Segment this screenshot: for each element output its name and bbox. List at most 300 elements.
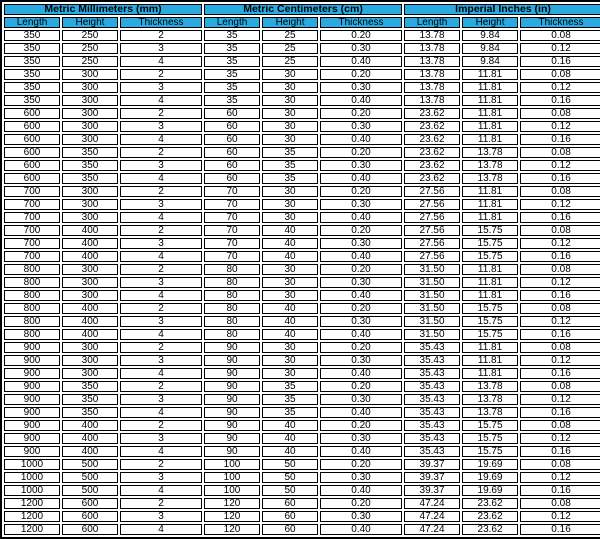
table-cell: 900 <box>4 420 60 431</box>
table-cell: 900 <box>4 394 60 405</box>
table-cell: 0.16 <box>520 56 600 67</box>
table-cell: 30 <box>262 355 318 366</box>
table-cell: 40 <box>262 251 318 262</box>
table-cell: 0.40 <box>320 524 402 535</box>
table-cell: 0.16 <box>520 368 600 379</box>
table-cell: 0.08 <box>520 108 600 119</box>
table-cell: 700 <box>4 212 60 223</box>
table-cell: 11.81 <box>462 69 518 80</box>
table-cell: 4 <box>120 290 202 301</box>
table-cell: 25 <box>262 43 318 54</box>
table-cell: 0.16 <box>520 329 600 340</box>
table-cell: 0.16 <box>520 173 600 184</box>
table-cell: 120 <box>204 511 260 522</box>
table-cell: 31.50 <box>404 290 460 301</box>
table-cell: 35.43 <box>404 381 460 392</box>
table-cell: 2 <box>120 30 202 41</box>
table-cell: 50 <box>262 459 318 470</box>
table-cell: 2 <box>120 186 202 197</box>
table-cell: 47.24 <box>404 524 460 535</box>
table-cell: 3 <box>120 433 202 444</box>
table-cell: 70 <box>204 238 260 249</box>
table-row <box>4 355 600 366</box>
table-cell: 0.20 <box>320 69 402 80</box>
table-cell: 23.62 <box>404 134 460 145</box>
table-row <box>4 316 600 327</box>
table-cell: 30 <box>262 199 318 210</box>
table-cell: 700 <box>4 225 60 236</box>
table-cell: 250 <box>62 56 118 67</box>
table-cell: 800 <box>4 277 60 288</box>
table-cell: 500 <box>62 472 118 483</box>
table-header <box>4 4 600 28</box>
table-cell: 700 <box>4 238 60 249</box>
table-cell: 70 <box>204 225 260 236</box>
table-cell: 300 <box>62 95 118 106</box>
table-cell: 35 <box>262 394 318 405</box>
table-cell: 35 <box>204 82 260 93</box>
table-cell: 0.20 <box>320 459 402 470</box>
table-cell: 0.08 <box>520 342 600 353</box>
table-cell: 23.62 <box>404 121 460 132</box>
table-cell: 3 <box>120 472 202 483</box>
table-cell: 350 <box>62 394 118 405</box>
table-cell: 500 <box>62 485 118 496</box>
table-row <box>4 30 600 41</box>
table-cell: 90 <box>204 446 260 457</box>
table-cell: 13.78 <box>404 95 460 106</box>
table-cell: 1000 <box>4 485 60 496</box>
table-cell: 3 <box>120 160 202 171</box>
table-cell: 0.40 <box>320 212 402 223</box>
col-header-cm-height: Height <box>262 17 318 28</box>
col-header-in-thickness: Thickness <box>520 17 600 28</box>
table-cell: 700 <box>4 186 60 197</box>
table-cell: 0.16 <box>520 251 600 262</box>
table-row <box>4 121 600 132</box>
table-cell: 0.20 <box>320 225 402 236</box>
table-cell: 0.40 <box>320 290 402 301</box>
table-cell: 0.30 <box>320 121 402 132</box>
table-cell: 0.30 <box>320 316 402 327</box>
table-cell: 90 <box>204 407 260 418</box>
table-cell: 3 <box>120 355 202 366</box>
table-cell: 900 <box>4 355 60 366</box>
table-cell: 47.24 <box>404 498 460 509</box>
group-header-row <box>4 4 600 15</box>
table-cell: 39.37 <box>404 485 460 496</box>
table-body <box>4 30 600 535</box>
table-cell: 0.20 <box>320 108 402 119</box>
table-cell: 30 <box>262 290 318 301</box>
table-row <box>4 199 600 210</box>
table-cell: 15.75 <box>462 420 518 431</box>
table-cell: 0.08 <box>520 498 600 509</box>
table-cell: 35.43 <box>404 420 460 431</box>
table-cell: 0.40 <box>320 329 402 340</box>
table-cell: 11.81 <box>462 368 518 379</box>
table-cell: 27.56 <box>404 251 460 262</box>
table-cell: 0.40 <box>320 485 402 496</box>
table-row <box>4 368 600 379</box>
table-cell: 19.69 <box>462 485 518 496</box>
table-cell: 15.75 <box>462 316 518 327</box>
table-cell: 9.84 <box>462 43 518 54</box>
table-cell: 0.20 <box>320 30 402 41</box>
table-cell: 400 <box>62 238 118 249</box>
table-cell: 70 <box>204 199 260 210</box>
table-cell: 120 <box>204 498 260 509</box>
table-cell: 0.16 <box>520 212 600 223</box>
table-cell: 11.81 <box>462 277 518 288</box>
table-cell: 50 <box>262 485 318 496</box>
table-cell: 19.69 <box>462 459 518 470</box>
table-cell: 0.30 <box>320 43 402 54</box>
table-cell: 11.81 <box>462 121 518 132</box>
col-header-cm-thickness: Thickness <box>320 17 402 28</box>
col-header-mm-height: Height <box>62 17 118 28</box>
table-row <box>4 394 600 405</box>
table-cell: 0.12 <box>520 82 600 93</box>
table-cell: 0.12 <box>520 472 600 483</box>
table-cell: 100 <box>204 459 260 470</box>
table-cell: 3 <box>120 277 202 288</box>
table-cell: 2 <box>120 147 202 158</box>
table-cell: 40 <box>262 433 318 444</box>
table-cell: 15.75 <box>462 446 518 457</box>
table-cell: 0.12 <box>520 316 600 327</box>
table-row <box>4 524 600 535</box>
table-cell: 30 <box>262 69 318 80</box>
table-cell: 1000 <box>4 459 60 470</box>
table-cell: 0.16 <box>520 485 600 496</box>
table-cell: 600 <box>62 498 118 509</box>
table-cell: 900 <box>4 446 60 457</box>
table-row <box>4 108 600 119</box>
table-cell: 300 <box>62 277 118 288</box>
table-row <box>4 147 600 158</box>
group-header-metric-mm: Metric Millimeters (mm) <box>4 4 202 15</box>
table-cell: 300 <box>62 186 118 197</box>
table-row <box>4 212 600 223</box>
table-cell: 1200 <box>4 511 60 522</box>
table-cell: 900 <box>4 381 60 392</box>
table-cell: 1200 <box>4 498 60 509</box>
table-cell: 0.40 <box>320 407 402 418</box>
table-cell: 0.08 <box>520 303 600 314</box>
table-cell: 400 <box>62 329 118 340</box>
table-cell: 400 <box>62 446 118 457</box>
table-cell: 3 <box>120 316 202 327</box>
table-row <box>4 95 600 106</box>
table-cell: 3 <box>120 238 202 249</box>
table-cell: 2 <box>120 264 202 275</box>
table-cell: 35 <box>204 30 260 41</box>
table-row <box>4 485 600 496</box>
table-cell: 90 <box>204 394 260 405</box>
table-row <box>4 511 600 522</box>
table-cell: 0.30 <box>320 199 402 210</box>
table-cell: 0.08 <box>520 459 600 470</box>
table-cell: 350 <box>4 82 60 93</box>
table-row <box>4 342 600 353</box>
table-cell: 2 <box>120 498 202 509</box>
table-cell: 15.75 <box>462 329 518 340</box>
table-cell: 31.50 <box>404 277 460 288</box>
table-cell: 30 <box>262 368 318 379</box>
group-header-metric-cm: Metric Centimeters (cm) <box>204 4 402 15</box>
table-cell: 0.30 <box>320 160 402 171</box>
table-cell: 13.78 <box>462 394 518 405</box>
table-cell: 2 <box>120 69 202 80</box>
table-cell: 25 <box>262 30 318 41</box>
table-cell: 13.78 <box>404 56 460 67</box>
table-cell: 13.78 <box>404 69 460 80</box>
table-row <box>4 238 600 249</box>
table-cell: 13.78 <box>404 30 460 41</box>
table-cell: 60 <box>204 134 260 145</box>
table-cell: 35 <box>204 56 260 67</box>
table-row <box>4 43 600 54</box>
table-cell: 9.84 <box>462 56 518 67</box>
table-cell: 35.43 <box>404 433 460 444</box>
table-cell: 400 <box>62 303 118 314</box>
table-cell: 90 <box>204 420 260 431</box>
table-cell: 39.37 <box>404 472 460 483</box>
table-cell: 500 <box>62 459 118 470</box>
table-cell: 0.12 <box>520 238 600 249</box>
table-cell: 15.75 <box>462 238 518 249</box>
table-cell: 9.84 <box>462 30 518 41</box>
table-cell: 2 <box>120 108 202 119</box>
table-cell: 60 <box>262 498 318 509</box>
table-cell: 300 <box>62 368 118 379</box>
table-cell: 40 <box>262 420 318 431</box>
table-cell: 35 <box>262 147 318 158</box>
table-row <box>4 251 600 262</box>
table-cell: 0.30 <box>320 238 402 249</box>
table-cell: 23.62 <box>404 173 460 184</box>
table-cell: 3 <box>120 394 202 405</box>
table-cell: 0.30 <box>320 394 402 405</box>
table-cell: 600 <box>62 511 118 522</box>
table-cell: 0.08 <box>520 264 600 275</box>
table-cell: 0.30 <box>320 277 402 288</box>
table-cell: 800 <box>4 303 60 314</box>
table-cell: 70 <box>204 186 260 197</box>
table-cell: 4 <box>120 446 202 457</box>
table-cell: 40 <box>262 446 318 457</box>
table-cell: 30 <box>262 264 318 275</box>
table-cell: 350 <box>4 69 60 80</box>
table-cell: 0.30 <box>320 82 402 93</box>
table-cell: 50 <box>262 472 318 483</box>
table-cell: 60 <box>204 160 260 171</box>
table-row <box>4 459 600 470</box>
table-cell: 19.69 <box>462 472 518 483</box>
table-cell: 90 <box>204 381 260 392</box>
table-cell: 0.40 <box>320 56 402 67</box>
table-row <box>4 69 600 80</box>
table-cell: 30 <box>262 342 318 353</box>
table-cell: 2 <box>120 459 202 470</box>
table-cell: 0.20 <box>320 498 402 509</box>
table-row <box>4 303 600 314</box>
table-cell: 0.40 <box>320 173 402 184</box>
table-cell: 400 <box>62 251 118 262</box>
table-cell: 0.40 <box>320 251 402 262</box>
table-cell: 0.20 <box>320 147 402 158</box>
table-row <box>4 446 600 457</box>
table-cell: 0.16 <box>520 95 600 106</box>
table-cell: 60 <box>262 511 318 522</box>
table-cell: 23.62 <box>462 511 518 522</box>
table-row <box>4 134 600 145</box>
table-row <box>4 82 600 93</box>
table-cell: 800 <box>4 316 60 327</box>
table-cell: 2 <box>120 420 202 431</box>
table-cell: 300 <box>62 108 118 119</box>
table-cell: 4 <box>120 251 202 262</box>
table-cell: 35 <box>204 95 260 106</box>
table-cell: 250 <box>62 30 118 41</box>
table-cell: 15.75 <box>462 251 518 262</box>
table-row <box>4 329 600 340</box>
table-row <box>4 160 600 171</box>
table-cell: 4 <box>120 56 202 67</box>
table-cell: 35.43 <box>404 394 460 405</box>
table-cell: 11.81 <box>462 134 518 145</box>
table-cell: 35.43 <box>404 355 460 366</box>
table-cell: 4 <box>120 212 202 223</box>
table-row <box>4 225 600 236</box>
table-cell: 1000 <box>4 472 60 483</box>
table-cell: 300 <box>62 264 118 275</box>
table-cell: 0.12 <box>520 199 600 210</box>
table-cell: 350 <box>4 43 60 54</box>
table-cell: 11.81 <box>462 199 518 210</box>
table-cell: 31.50 <box>404 316 460 327</box>
table-cell: 35 <box>204 69 260 80</box>
table-cell: 4 <box>120 173 202 184</box>
table-cell: 35 <box>262 381 318 392</box>
table-cell: 900 <box>4 407 60 418</box>
table-cell: 60 <box>204 173 260 184</box>
table-cell: 1200 <box>4 524 60 535</box>
table-cell: 0.12 <box>520 394 600 405</box>
table-cell: 80 <box>204 329 260 340</box>
table-cell: 15.75 <box>462 433 518 444</box>
table-row <box>4 498 600 509</box>
table-cell: 350 <box>62 381 118 392</box>
table-cell: 15.75 <box>462 225 518 236</box>
table-cell: 600 <box>4 160 60 171</box>
table-cell: 600 <box>4 134 60 145</box>
table-cell: 0.20 <box>320 381 402 392</box>
table-cell: 0.12 <box>520 277 600 288</box>
table-cell: 600 <box>62 524 118 535</box>
table-cell: 11.81 <box>462 108 518 119</box>
table-row <box>4 173 600 184</box>
table-cell: 900 <box>4 433 60 444</box>
table-row <box>4 381 600 392</box>
table-cell: 0.40 <box>320 446 402 457</box>
table-cell: 40 <box>262 225 318 236</box>
table-row <box>4 407 600 418</box>
table-cell: 900 <box>4 368 60 379</box>
table-cell: 60 <box>204 121 260 132</box>
table-cell: 25 <box>262 56 318 67</box>
table-cell: 0.16 <box>520 407 600 418</box>
table-cell: 0.20 <box>320 186 402 197</box>
table-cell: 39.37 <box>404 459 460 470</box>
table-cell: 0.08 <box>520 381 600 392</box>
table-cell: 800 <box>4 329 60 340</box>
table-cell: 40 <box>262 329 318 340</box>
table-cell: 30 <box>262 186 318 197</box>
table-cell: 30 <box>262 82 318 93</box>
table-cell: 40 <box>262 303 318 314</box>
col-header-mm-thickness: Thickness <box>120 17 202 28</box>
table-cell: 0.40 <box>320 134 402 145</box>
table-cell: 300 <box>62 199 118 210</box>
table-cell: 35.43 <box>404 368 460 379</box>
table-cell: 27.56 <box>404 186 460 197</box>
table-cell: 0.08 <box>520 147 600 158</box>
table-cell: 3 <box>120 511 202 522</box>
table-cell: 300 <box>62 121 118 132</box>
table-cell: 4 <box>120 134 202 145</box>
table-cell: 31.50 <box>404 329 460 340</box>
table-cell: 40 <box>262 316 318 327</box>
table-cell: 350 <box>62 147 118 158</box>
table-cell: 35 <box>204 43 260 54</box>
table-cell: 0.30 <box>320 355 402 366</box>
table-cell: 0.16 <box>520 134 600 145</box>
table-cell: 3 <box>120 199 202 210</box>
table-cell: 0.30 <box>320 511 402 522</box>
table-cell: 3 <box>120 121 202 132</box>
table-cell: 600 <box>4 121 60 132</box>
table-cell: 80 <box>204 290 260 301</box>
table-cell: 0.08 <box>520 69 600 80</box>
table-cell: 13.78 <box>404 82 460 93</box>
table-cell: 35 <box>262 407 318 418</box>
table-cell: 4 <box>120 485 202 496</box>
table-cell: 60 <box>204 108 260 119</box>
table-cell: 11.81 <box>462 212 518 223</box>
table-cell: 0.20 <box>320 264 402 275</box>
table-cell: 300 <box>62 69 118 80</box>
table-cell: 2 <box>120 303 202 314</box>
col-header-in-length: Length <box>404 17 460 28</box>
table-row <box>4 420 600 431</box>
table-cell: 31.50 <box>404 303 460 314</box>
table-cell: 35.43 <box>404 446 460 457</box>
table-cell: 0.16 <box>520 446 600 457</box>
table-row <box>4 290 600 301</box>
table-cell: 600 <box>4 108 60 119</box>
table-cell: 35.43 <box>404 342 460 353</box>
table-cell: 60 <box>204 147 260 158</box>
table-cell: 35 <box>262 160 318 171</box>
table-cell: 30 <box>262 212 318 223</box>
table-cell: 4 <box>120 95 202 106</box>
col-header-in-height: Height <box>462 17 518 28</box>
table-cell: 0.08 <box>520 420 600 431</box>
table-cell: 0.08 <box>520 225 600 236</box>
table-row <box>4 277 600 288</box>
